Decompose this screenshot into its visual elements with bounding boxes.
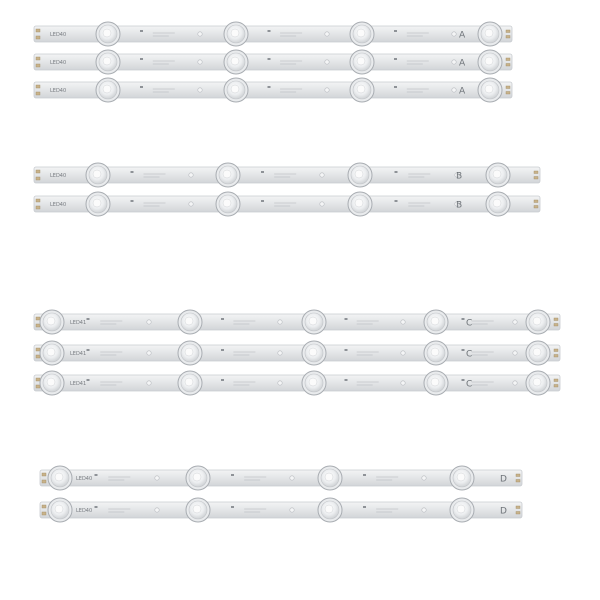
led-lens-core — [231, 29, 239, 37]
mounting-hole — [422, 508, 426, 512]
smd-component — [131, 200, 134, 202]
strip-label: LED41 — [70, 381, 87, 387]
smd-component — [268, 30, 271, 32]
mounting-hole — [452, 88, 456, 92]
connector-pad — [42, 505, 46, 508]
strip-marker: D — [500, 474, 507, 485]
led-lens-core — [357, 85, 365, 93]
smd-component — [87, 349, 90, 351]
smd-component — [363, 474, 366, 476]
strip-marker: A — [459, 86, 466, 97]
connector-pad — [506, 92, 510, 95]
led-strip — [34, 22, 512, 46]
connector-pad — [36, 57, 40, 60]
smd-component — [95, 506, 98, 508]
connector-pad — [554, 349, 558, 352]
strip-body — [34, 375, 560, 391]
smd-component — [345, 379, 348, 381]
strip-marker: B — [456, 200, 463, 211]
mounting-hole — [513, 381, 517, 385]
strip-label: LED40 — [76, 508, 93, 514]
led-lens-core — [485, 29, 493, 37]
mounting-hole — [401, 351, 405, 355]
smd-component — [140, 58, 143, 60]
led-lens-core — [309, 317, 317, 325]
smd-component — [140, 86, 143, 88]
connector-pad — [42, 512, 46, 515]
strip-marker: A — [459, 30, 466, 41]
connector-pad — [42, 473, 46, 476]
smd-component — [131, 171, 134, 173]
connector-pad — [534, 171, 538, 174]
led-strip — [34, 78, 512, 102]
mounting-hole — [198, 32, 202, 36]
smd-component — [394, 58, 397, 60]
led-lens-core — [309, 348, 317, 356]
strip-label: LED40 — [50, 173, 67, 179]
connector-pad — [36, 378, 40, 381]
connector-pad — [554, 355, 558, 358]
smd-component — [395, 200, 398, 202]
smd-component — [140, 30, 143, 32]
strip-marker: C — [466, 318, 473, 329]
connector-pad — [506, 58, 510, 61]
smd-component — [231, 506, 234, 508]
connector-pad — [534, 200, 538, 203]
smd-component — [394, 86, 397, 88]
led-lens-core — [193, 505, 201, 513]
led-lens-core — [357, 57, 365, 65]
led-lens-core — [457, 505, 465, 513]
connector-pad — [36, 206, 40, 209]
led-lens-core — [223, 199, 231, 207]
smd-component — [261, 171, 264, 173]
led-lens-core — [309, 378, 317, 386]
led-strip — [34, 371, 560, 395]
strip-label: LED40 — [76, 476, 93, 482]
smd-component — [221, 318, 224, 320]
mounting-hole — [320, 202, 324, 206]
connector-pad — [516, 506, 520, 509]
mounting-hole — [155, 476, 159, 480]
connector-pad — [36, 92, 40, 95]
mounting-hole — [278, 351, 282, 355]
connector-pad — [554, 385, 558, 388]
connector-pad — [36, 170, 40, 173]
led-lens-core — [431, 317, 439, 325]
led-lens-core — [185, 348, 193, 356]
led-strip — [34, 310, 560, 334]
connector-pad — [36, 177, 40, 180]
led-strip — [40, 466, 522, 490]
mounting-hole — [189, 202, 193, 206]
smd-component — [221, 349, 224, 351]
smd-component — [395, 171, 398, 173]
smd-component — [221, 379, 224, 381]
connector-pad — [554, 324, 558, 327]
mounting-hole — [325, 60, 329, 64]
led-lens-core — [55, 473, 63, 481]
mounting-hole — [147, 320, 151, 324]
mounting-hole — [320, 173, 324, 177]
connector-pad — [36, 29, 40, 32]
led-strip — [40, 498, 522, 522]
connector-pad — [554, 318, 558, 321]
led-strip — [34, 163, 540, 187]
led-lens-core — [103, 29, 111, 37]
led-lens-core — [431, 378, 439, 386]
mounting-hole — [147, 381, 151, 385]
strip-marker: C — [466, 349, 473, 360]
mounting-hole — [278, 320, 282, 324]
led-lens-core — [47, 378, 55, 386]
strip-marker: C — [466, 379, 473, 390]
led-lens-core — [103, 85, 111, 93]
led-lens-core — [355, 170, 363, 178]
led-lens-core — [457, 473, 465, 481]
group-d — [40, 466, 522, 522]
strip-label: LED41 — [70, 351, 87, 357]
connector-pad — [36, 36, 40, 39]
led-lens-core — [431, 348, 439, 356]
mounting-hole — [147, 351, 151, 355]
group-b — [34, 163, 540, 216]
smd-component — [345, 349, 348, 351]
connector-pad — [36, 317, 40, 320]
connector-pad — [516, 512, 520, 515]
led-lens-core — [325, 473, 333, 481]
led-lens-core — [185, 317, 193, 325]
connector-pad — [534, 206, 538, 209]
mounting-hole — [198, 60, 202, 64]
led-lens-core — [103, 57, 111, 65]
smd-component — [261, 200, 264, 202]
strip-label: LED40 — [50, 32, 67, 38]
mounting-hole — [278, 381, 282, 385]
led-lens-core — [485, 85, 493, 93]
connector-pad — [534, 177, 538, 180]
connector-pad — [36, 199, 40, 202]
connector-pad — [506, 30, 510, 33]
strip-marker: D — [500, 506, 507, 517]
smd-component — [462, 379, 465, 381]
smd-component — [268, 86, 271, 88]
connector-pad — [36, 324, 40, 327]
led-lens-core — [193, 473, 201, 481]
strip-label: LED41 — [70, 320, 87, 326]
strip-marker: B — [456, 171, 463, 182]
smd-component — [394, 30, 397, 32]
led-lens-core — [493, 199, 501, 207]
connector-pad — [506, 86, 510, 89]
connector-pad — [516, 480, 520, 483]
smd-component — [462, 318, 465, 320]
strip-body — [34, 314, 560, 330]
mounting-hole — [452, 60, 456, 64]
mounting-hole — [513, 351, 517, 355]
connector-pad — [36, 355, 40, 358]
strip-label: LED40 — [50, 88, 67, 94]
mounting-hole — [325, 32, 329, 36]
connector-pad — [554, 379, 558, 382]
mounting-hole — [189, 173, 193, 177]
led-lens-core — [325, 505, 333, 513]
mounting-hole — [198, 88, 202, 92]
connector-pad — [516, 474, 520, 477]
led-lens-core — [223, 170, 231, 178]
smd-component — [268, 58, 271, 60]
mounting-hole — [422, 476, 426, 480]
led-lens-core — [55, 505, 63, 513]
led-lens-core — [493, 170, 501, 178]
group-a — [34, 22, 512, 102]
connector-pad — [36, 385, 40, 388]
smd-component — [87, 379, 90, 381]
led-lens-core — [231, 85, 239, 93]
mounting-hole — [452, 32, 456, 36]
mounting-hole — [155, 508, 159, 512]
smd-component — [87, 318, 90, 320]
smd-component — [462, 349, 465, 351]
connector-pad — [36, 85, 40, 88]
led-lens-core — [355, 199, 363, 207]
smd-component — [95, 474, 98, 476]
connector-pad — [506, 64, 510, 67]
led-lens-core — [93, 199, 101, 207]
connector-pad — [42, 480, 46, 483]
mounting-hole — [401, 381, 405, 385]
led-lens-core — [485, 57, 493, 65]
connector-pad — [36, 348, 40, 351]
mounting-hole — [513, 320, 517, 324]
led-strip — [34, 341, 560, 365]
mounting-hole — [401, 320, 405, 324]
connector-pad — [36, 64, 40, 67]
led-lens-core — [185, 378, 193, 386]
strip-body — [34, 345, 560, 361]
led-lens-core — [93, 170, 101, 178]
smd-component — [345, 318, 348, 320]
led-lens-core — [231, 57, 239, 65]
smd-component — [363, 506, 366, 508]
smd-component — [231, 474, 234, 476]
led-lens-core — [533, 348, 541, 356]
group-c — [34, 310, 560, 395]
strip-label: LED40 — [50, 60, 67, 66]
led-strip — [34, 50, 512, 74]
led-lens-core — [533, 378, 541, 386]
mounting-hole — [325, 88, 329, 92]
led-lens-core — [47, 317, 55, 325]
strip-marker: A — [459, 58, 466, 69]
mounting-hole — [290, 476, 294, 480]
led-lens-core — [533, 317, 541, 325]
led-lens-core — [357, 29, 365, 37]
strip-label: LED40 — [50, 202, 67, 208]
connector-pad — [506, 36, 510, 39]
led-lens-core — [47, 348, 55, 356]
led-strip — [34, 192, 540, 216]
mounting-hole — [290, 508, 294, 512]
